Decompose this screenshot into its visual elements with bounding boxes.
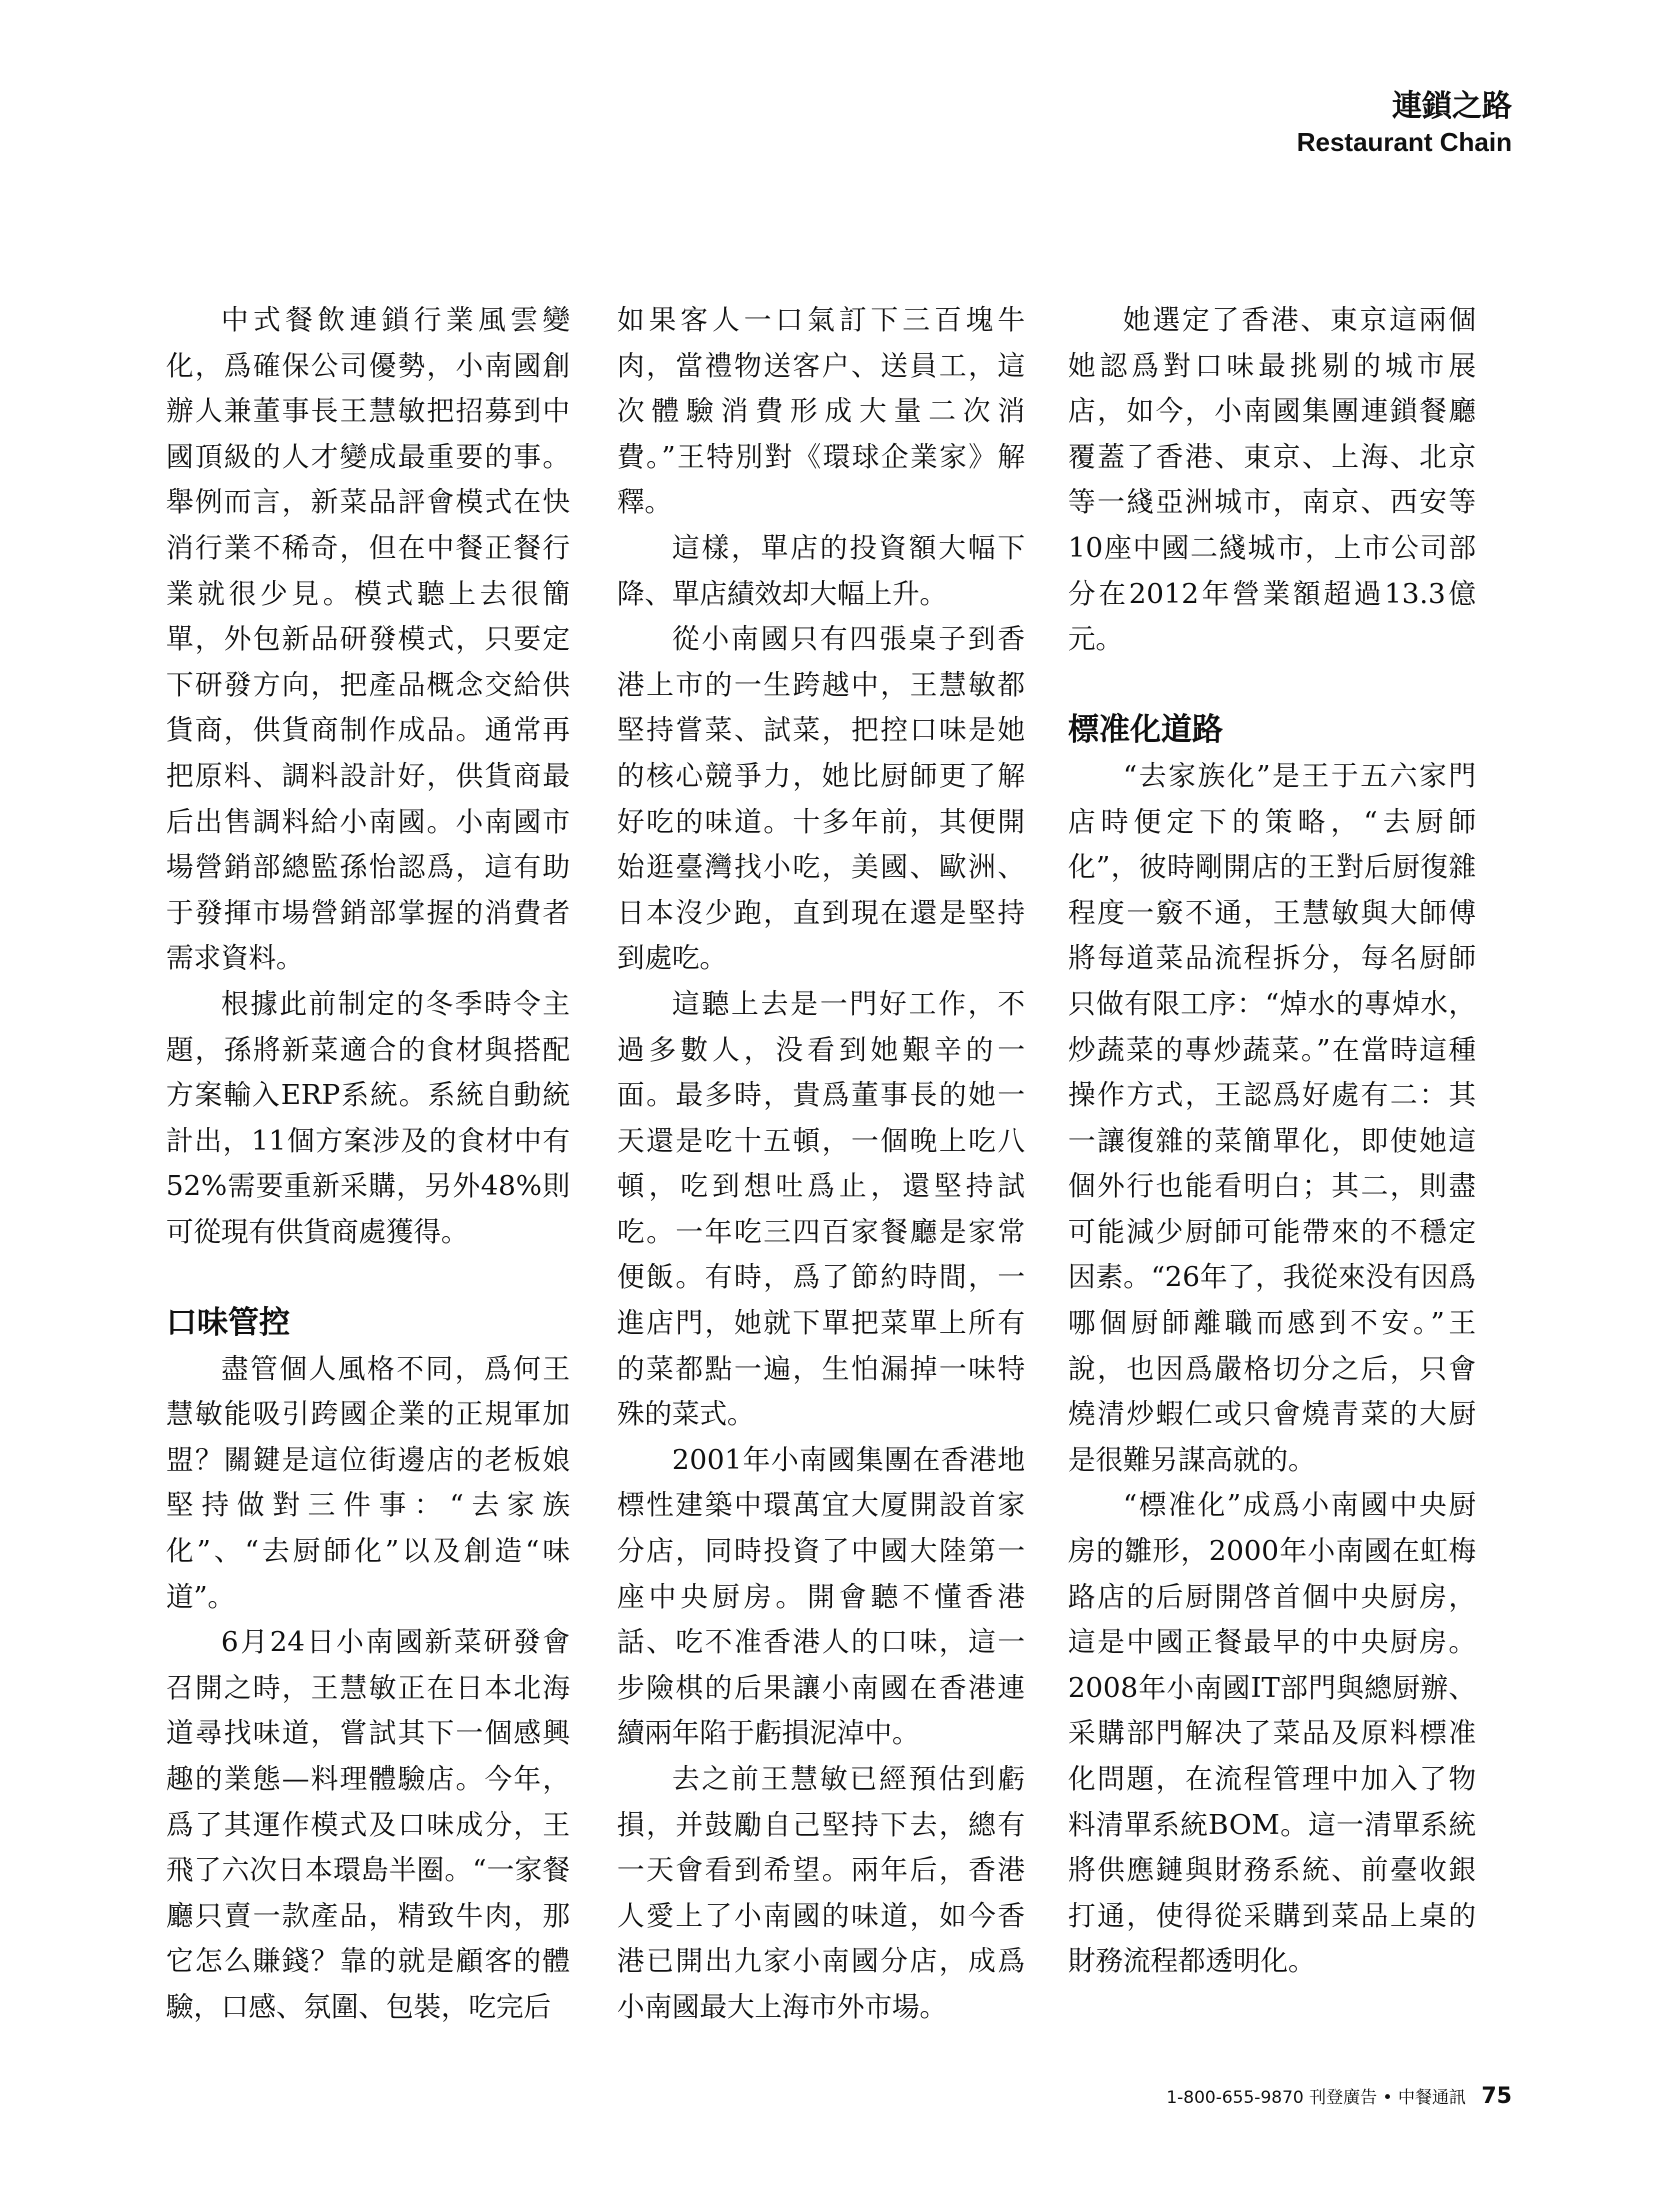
section-heading-standardization: 標准化道路 (1068, 712, 1223, 749)
paragraph: 6月24日小南國新菜研發會召開之時，王慧敏正在日本北海道尋找味道，嘗試其下一個感興趣的業態—料理體驗店。今年，爲了其運作模式及口味成分，王飛了六次日本環島半圈。“一家餐廳只賣一款產品，精致牛肉，那它怎么賺錢？靠的就是顧客的體驗，口感、氛圍、包裝，吃完后 (166, 1626, 570, 2023)
column-1 (166, 298, 570, 2031)
paragraph: 去之前王慧敏已經預估到虧損，并鼓勵自己堅持下去，總有一天會看到希望。兩年后，香港人愛上了小南國的味道，如今香港已開出九家小南國分店，成爲小南國最大上海市外市場。 (617, 1763, 1025, 2023)
paragraph: 2001年小南國集團在香港地標性建築中環萬宜大厦開設首家分店，同時投資了中國大陸第一座中央厨房。開會聽不懂香港話、吃不准香港人的口味，這一步險棋的后果讓小南國在香港連續兩年陷于虧損泥淖中。 (617, 1443, 1025, 1750)
paragraph: 中式餐飲連鎖行業風雲變化，爲確保公司優勢，小南國創辦人兼董事長王慧敏把招募到中國頂級的人才變成最重要的事。舉例而言，新菜品評會模式在快消行業不稀奇，但在中餐正餐行業就很少見。模式聽上去很簡單，外包新品研發模式，只要定下研發方向，把產品概念交給供貨商，供貨商制作成品。通常再把原料、調料設計好，供貨商最后出售調料給小南國。小南國市場營銷部總監孫怡認爲，這有助于發揮市場營銷部掌握的消費者需求資料。 (166, 304, 570, 975)
footer-phone: 1-800-655-9870 (1166, 2088, 1304, 2108)
paragraph: “去家族化”是王于五六家門店時便定下的策略，“去厨師化”，彼時剛開店的王對后厨復雜程度一竅不通，王慧敏與大師傅將每道菜品流程拆分，每名厨師只做有限工序：“焯水的專焯水，炒蔬菜的專炒蔬菜。”在當時這種操作方式，王認爲好處有二：其一讓復雜的菜簡單化，即使她這個外行也能看明白；其二，則盡可能減少厨師可能帶來的不穩定因素。“26年了，我從來没有因爲哪個厨師離職而感到不安。”王說，也因爲嚴格切分之后，只會燒清炒蝦仁或只會燒青菜的大厨是很難另謀高就的。 (1068, 759, 1476, 1476)
paragraph: “標准化”成爲小南國中央厨房的雛形，2000年小南國在虹梅路店的后厨開啓首個中央厨房，這是中國正餐最早的中央厨房。2008年小南國IT部門與總厨辦、采購部門解决了菜品及原料標准化問題，在流程管理中加入了物料清單系統BOM。這一清單系統將供應鏈與財務系統、前臺收銀打通，使得從采購到菜品上桌的財務流程都透明化。 (1068, 1489, 1476, 1978)
running-header (1297, 88, 1512, 158)
column-2 (617, 298, 1025, 2031)
paragraph: 根據此前制定的冬季時令主題，孫將新菜適合的食材與搭配方案輸入ERP系統。系統自動統計出，11個方案涉及的食材中有52%需要重新采購，另外48%則可從現有供貨商處獲得。 (166, 987, 570, 1248)
section-spacer (1068, 663, 1476, 709)
header-title-chinese: 連鎖之路 (1392, 89, 1512, 124)
paragraph: 這樣，單店的投資額大幅下降、單店績效却大幅上升。 (617, 531, 1025, 610)
paragraph: 她選定了香港、東京這兩個她認爲對口味最挑剔的城市展店，如今，小南國集團連鎖餐廳覆蓋了香港、東京、上海、北京等一綫亞洲城市，南京、西安等10座中國二綫城市，上市公司部分在2012年營業額超過13.3億元。 (1068, 304, 1476, 656)
paragraph: 盡管個人風格不同，爲何王慧敏能吸引跨國企業的正規軍加盟？關鍵是這位街邊店的老板娘堅持做對三件事：“去家族化”、“去厨師化”以及創造“味道”。 (166, 1352, 570, 1613)
column-3 (1068, 298, 1476, 1985)
page-footer (1166, 2084, 1512, 2111)
paragraph: 這聽上去是一門好工作，不過多數人，没看到她艱辛的一面。最多時，貴爲董事長的她一天還是吃十五頓，一個晚上吃八頓，吃到想吐爲止，還堅持試吃。一年吃三四百家餐廳是家常便飯。有時，爲了節約時間，一進店門，她就下單把菜單上所有的菜都點一遍，生怕漏掉一味特殊的菜式。 (617, 987, 1025, 1431)
section-spacer (166, 1255, 570, 1301)
page-number: 75 (1481, 2084, 1512, 2109)
header-title-english: Restaurant Chain (1296, 127, 1512, 157)
footer-text: 刊登廣告 • 中餐通訊 (1309, 2088, 1466, 2108)
paragraph-continued: 如果客人一口氣訂下三百塊牛肉，當禮物送客户、送員工，這次體驗消費形成大量二次消費。”王特別對《環球企業家》解釋。 (617, 304, 1025, 519)
paragraph: 從小南國只有四張桌子到香港上市的一生跨越中，王慧敏都堅持嘗菜、試菜，把控口味是她的核心競爭力，她比厨師更了解好吃的味道。十多年前，其便開始逛臺灣找小吃，美國、歐洲、日本沒少跑，直到現在還是堅持到處吃。 (617, 623, 1025, 975)
section-heading-taste-control: 口味管控 (166, 1305, 290, 1342)
